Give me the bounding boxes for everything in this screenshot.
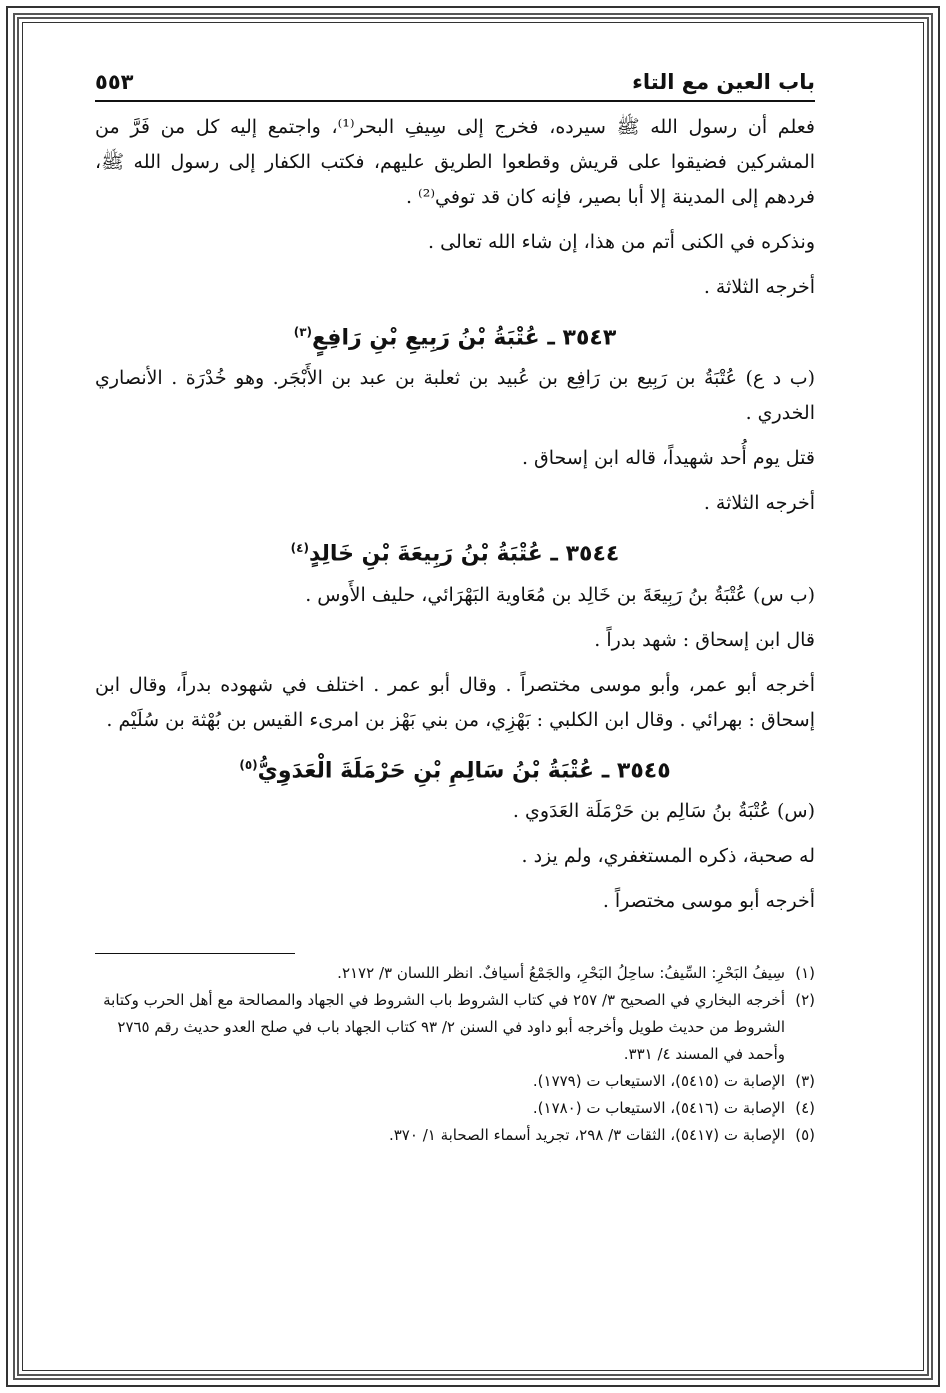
paragraph: أخرجه الثلاثة . [703, 276, 815, 298]
footnote-ref: (٣) [293, 325, 313, 339]
paragraph: ونذكره في الكنى أتم من هذا، إن شاء الله تعالى . [428, 231, 815, 253]
entry [95, 531, 815, 737]
entry-title: ٣٥٤٤ ـ عُتْبَةُ بْنُ رَبِيعَةَ بْنِ خَالِدٍ [308, 541, 620, 567]
chapter-title: باب العين مع التاء [632, 70, 815, 94]
footnote-text: سِيفُ البَحْرِ: السِّيفُ: ساحِلُ البَحْرِ، والجَمْعُ أسيافٌ. انظر اللسان ٣/ ٢١٧٢. [337, 963, 785, 982]
paragraph: له صحبة، ذكره المستغفري، ولم يزد . [521, 844, 815, 867]
running-header [95, 70, 815, 102]
footnote-ref: (٥) [239, 757, 258, 772]
footnote [95, 1122, 815, 1149]
footnotes [95, 960, 815, 1149]
entry-heading [95, 748, 815, 788]
entry [95, 315, 815, 521]
footnote-ref: (٤) [290, 541, 309, 556]
paragraph: (ب س) عُتْبَةُ بنُ رَبِيعَةَ بن خَالِد بن مُعَاوية البَهْرَائي، حليف الأَوس . [305, 583, 815, 606]
page-content [95, 70, 815, 1149]
footnote-number: (١) [795, 963, 815, 982]
footnote [95, 1095, 815, 1122]
footnote [95, 1068, 815, 1095]
entry [95, 748, 815, 919]
footnote-number: (٥) [795, 1125, 815, 1144]
footnote-number: (٢) [795, 990, 815, 1009]
footnote-separator [95, 953, 295, 954]
footnote-text: الإصابة ت (٥٤١٧)، الثقات ٣/ ٢٩٨، تجريد أسماء الصحابة ١/ ٣٧٠. [388, 1125, 785, 1144]
entry-heading [95, 315, 815, 355]
paragraph: (ب د ع) عُتْبَةُ بن رَبِيع بن رَافِع بن عُبيد بن ثعلبة بن عبد بن الأَبْجَر. وهو خُدْرَة . الأنصاري الخدري . [95, 367, 815, 425]
paragraph: قتل يوم أُحد شهيداً، قاله ابن إسحاق . [521, 447, 815, 470]
entry-title: ٣٥٤٣ ـ عُتْبَةُ بْنُ رَبِيعِ بْنِ رَافِعٍ [312, 325, 617, 351]
page-number: ٥٥٣ [95, 70, 134, 94]
paragraph: قال ابن إسحاق : شهد بدراً . [594, 628, 815, 651]
footnote-text: الإصابة ت (٥٤١٥)، الاستيعاب ت (١٧٧٩). [532, 1071, 785, 1090]
footnote [95, 960, 815, 987]
footnote-number: (٤) [795, 1098, 815, 1117]
paragraph: أخرجه أبو عمر، وأبو موسى مختصراً . وقال أبو عمر . اختلف في شهوده بدراً، وقال ابن إسحاق : بهرائي . وقال ابن الكلبي : بَهْزِي، من بني بَهْز بن امرىء القيس بن بُهْثة بن سُلَيْم . [95, 673, 815, 731]
footnote-text: الإصابة ت (٥٤١٦)، الاستيعاب ت (١٧٨٠). [532, 1098, 785, 1117]
paragraph: فعلم أن رسول الله ﷺ سيرده، فخرج إلى سِيفِ البحر⁽¹⁾، واجتمع إليه كل من فَرَّ من المشركين فضيقوا على قريش وقطعوا الطريق عليهم، فكتب الكفار إلى رسول الله ﷺ، فردهم إلى المدينة إلا أبا بصير، فإنه كان قد توفي⁽²⁾ . [95, 116, 815, 208]
paragraph: أخرجه الثلاثة . [703, 492, 815, 515]
footnote [95, 987, 815, 1068]
entry-heading [95, 531, 815, 571]
main-text [95, 110, 815, 919]
entry-title: ٣٥٤٥ ـ عُتْبَةُ بْنُ سَالِمِ بْنِ حَرْمَلَةَ الْعَدَوِيُّ [257, 757, 671, 783]
footnote-text: أخرجه البخاري في الصحيح ٣/ ٢٥٧ في كتاب الشروط باب الشروط في الجهاد والمصالحة مع أهل الحرب وكتابة الشروط من حديث طويل وأخرجه أبو داود في السنن ٢/ ٩٣ كتاب الجهاد باب في صلح العدو حديث رقم ٢٧٦٥ وأحمد في المسند ٤/ ٣٣١. [103, 990, 785, 1063]
paragraph: أخرجه أبو موسى مختصراً . [602, 889, 815, 912]
footnote-number: (٣) [795, 1071, 815, 1090]
paragraph: (س) عُتْبَةُ بنُ سَالِم بن حَرْمَلَة العَدَوي . [512, 799, 815, 822]
